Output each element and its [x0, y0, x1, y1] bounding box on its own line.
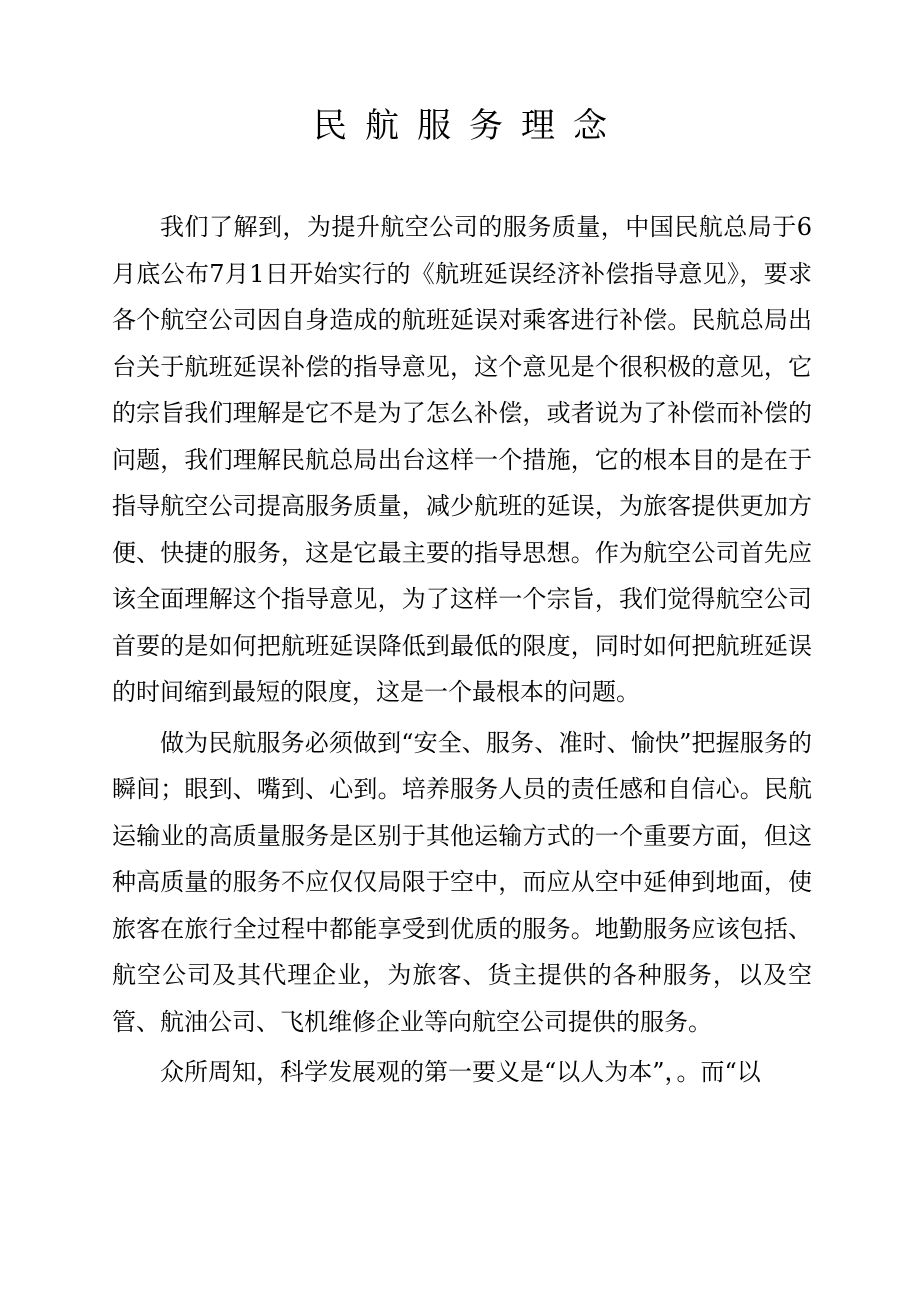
- paragraph-3: 众所周知，科学发展观的第一要义是“以人为本”，。而“以: [160, 1058, 761, 1086]
- paragraph-2: 做为民航服务必须做到“安全、服务、准时、愉快”把握服务的瞬间；眼到、嘴到、心到。培养服务人员的责任感和自信心。民航运输业的高质量服务是区别于其他运输方式的一个重要方面，但这种高质量的服务不应仅仅局限于空中，而应从空中延伸到地面，使旅客在旅行全过程中都能享受到优质的服务。地勤服务应该包括、航空公司及其代理企业，为旅客、货主提供的各种服务，以及空管、航油公司、飞机维修企业等向航空公司提供的服务。: [112, 728, 812, 1036]
- document-title: 民航服务理念: [313, 106, 625, 146]
- document-body: [112, 204, 812, 1096]
- paragraph-1: 我们了解到，为提升航空公司的服务质量，中国民航总局于6月底公布7月1日开始实行的《航班延误经济补偿指导意见》，要求各个航空公司因自身造成的航班延误对乘客进行补偿。民航总局出台关于航班延误补偿的指导意见，这个意见是个很积极的意见，它的宗旨我们理解是它不是为了怎么补偿，或者说为了补偿而补偿的问题，我们理解民航总局出台这样一个措施，它的根本目的是在于指导航空公司提高服务质量，减少航班的延误，为旅客提供更加方便、快捷的服务，这是它最主要的指导思想。作为航空公司首先应该全面理解这个指导意见，为了这样一个宗旨，我们觉得航空公司首要的是如何把航班延误降低到最低的限度，同时如何把航班延误的时间缩到最短的限度，这是一个最根本的问题。: [112, 213, 812, 706]
